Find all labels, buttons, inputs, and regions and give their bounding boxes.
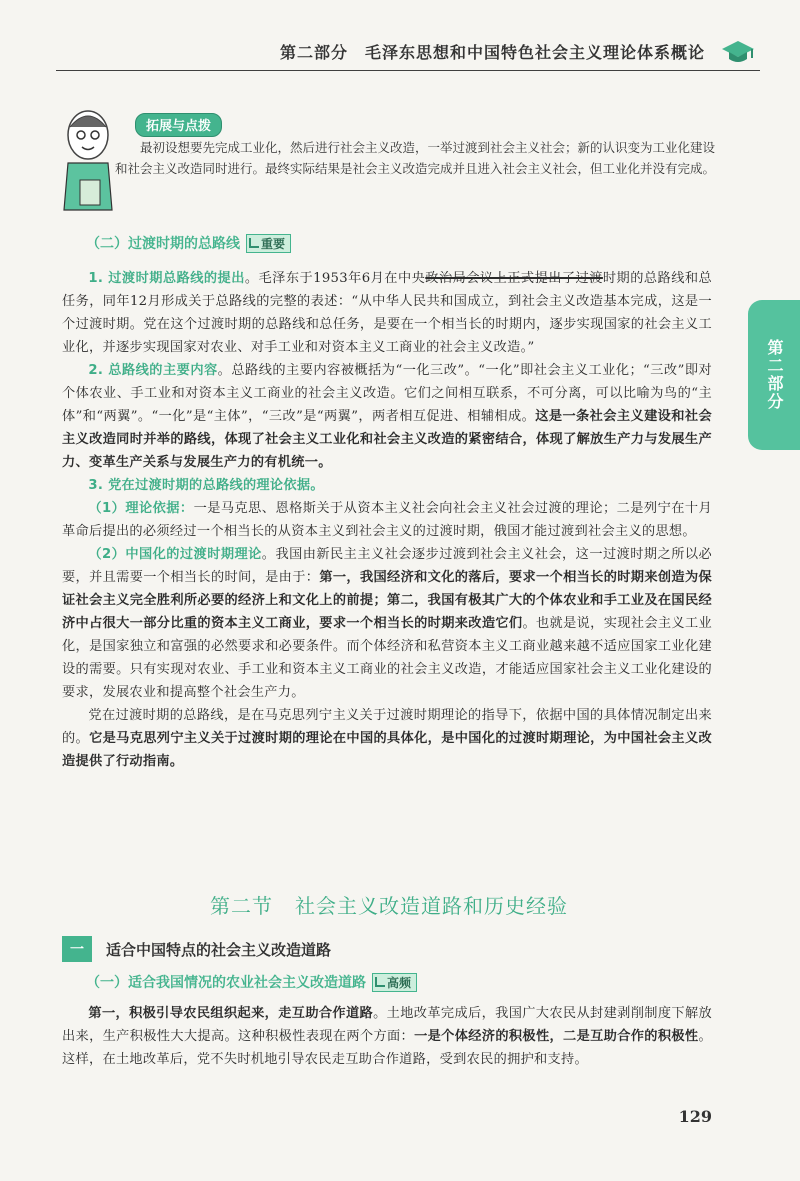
main-content [62,233,712,773]
strikethrough-text: 政治局会议上正式提出了过渡 [425,271,603,286]
importance-tag: 重要 [246,234,291,253]
subsection-title: 适合中国特点的社会主义改造道路 [106,940,332,959]
subsection-heading [86,233,712,253]
subsection-number: 一 [62,936,92,962]
graduation-cap-icon [721,38,755,66]
subsection-head [62,935,722,963]
subsection-heading [86,972,712,992]
paragraph: 2. 总路线的主要内容。总路线的主要内容被概括为“一化三改”。“一化”即社会主义工业化；“三改”即对个体农业、手工业和对资本主义工商业的社会主义改造。它们之间相互联系，不可分离，可以比喻为鸟的“主体”和“两翼”。“一化”是“主体”，“三改”是“两翼”，两者相互促进、相辅相成。这是一条社会主义建设和社会主义改造同时并举的路线，体现了社会主义工业化和社会主义改造的紧密结合，体现了解放生产力与发展生产力、变革生产关系与发展生产力的有机统一。 [62,363,712,470]
tip-text: 最初设想要先完成工业化，然后进行社会主义改造，一举过渡到社会主义社会；新的认识变为工业化建设和社会主义改造同时进行。最终实际结果是社会主义改造完成并且进入社会主义社会，但工业化并没有完成。 [115,140,716,176]
subsection-content [62,972,712,1071]
section-title [0,890,800,919]
frequency-tag: 高频 [372,973,417,992]
paragraph: （2）中国化的过渡时期理论。我国由新民主主义社会逐步过渡到社会主义社会，这一过渡时期之所以必要，并且需要一个相当长的时间，是由于：第一，我国经济和文化的落后，要求一个相当长的时期来创造为保证社会主义完全胜利所必要的经济上和文化上的前提；第二，我国有极其广大的个体农业和手工业及在国民经济中占很大一部分比重的资本主义工商业，要求一个相当长的时期来改造它们。也就是说，实现社会主义工业化，是国家独立和富强的必然要求和必要条件。而个体经济和私营资本主义工商业越来越不适应国家工业化建设的需要。只有实现对农业、手工业和资本主义工商业的社会主义改造，才能适应国家社会主义工业化建设的要求，发展农业和提高整个社会生产力。 [62,547,712,700]
heading-text: （一）适合我国情况的农业社会主义改造道路 [86,975,366,991]
header-rule [56,70,760,71]
tip-badge: 拓展与点拨 [135,113,222,137]
paragraph: 3. 党在过渡时期的总路线的理论依据。 [88,478,324,493]
paragraph: 党在过渡时期的总路线，是在马克思列宁主义关于过渡时期理论的指导下，依据中国的具体情况制定出来的。它是马克思列宁主义关于过渡时期的理论在中国的具体化，是中国化的过渡时期理论，为中国社会主义改造提供了行动指南。 [62,708,712,769]
section-side-tab: 第二部分 [748,300,800,450]
teacher-avatar-icon [60,105,120,215]
page-number: 129 [678,1107,712,1126]
paragraph: 第一，积极引导农民组织起来，走互助合作道路。土地改革完成后，我国广大农民从封建剥削制度下解放出来，生产积极性大大提高。这种积极性表现在两个方面：一是个体经济的积极性，二是互助合作的积极性。这样，在土地改革后，党不失时机地引导农民走互助合作道路，受到农民的拥护和支持。 [62,1006,712,1067]
paragraph: （1）理论依据：一是马克思、恩格斯关于从资本主义社会向社会主义社会过渡的理论；二是列宁在十月革命后提出的必须经过一个相当长的从资本主义到社会主义的过渡时期，俄国才能过渡到社会主义的思想。 [62,501,712,539]
section-number: 第二节 [210,894,273,918]
running-header-title: 第二部分 毛泽东思想和中国特色社会主义理论体系概论 [279,43,705,62]
tip-box [60,105,716,220]
section-name: 社会主义改造道路和历史经验 [295,894,568,918]
heading-text: （二）过渡时期的总路线 [86,236,240,252]
paragraph: 1. 过渡时期总路线的提出。毛泽东于1953年6月在中央政治局会议上正式提出了过渡时期的总路线和总任务，同年12月形成关于总路线的完整的表述：“从中华人民共和国成立，到社会主义改造基本完成，这是一个过渡时期。党在这个过渡时期的总路线和总任务，是要在一个相当长的时期内，逐步实现国家的社会主义工业化，并逐步实现国家对农业、对手工业和对资本主义工商业的社会主义改造。” [62,271,713,355]
